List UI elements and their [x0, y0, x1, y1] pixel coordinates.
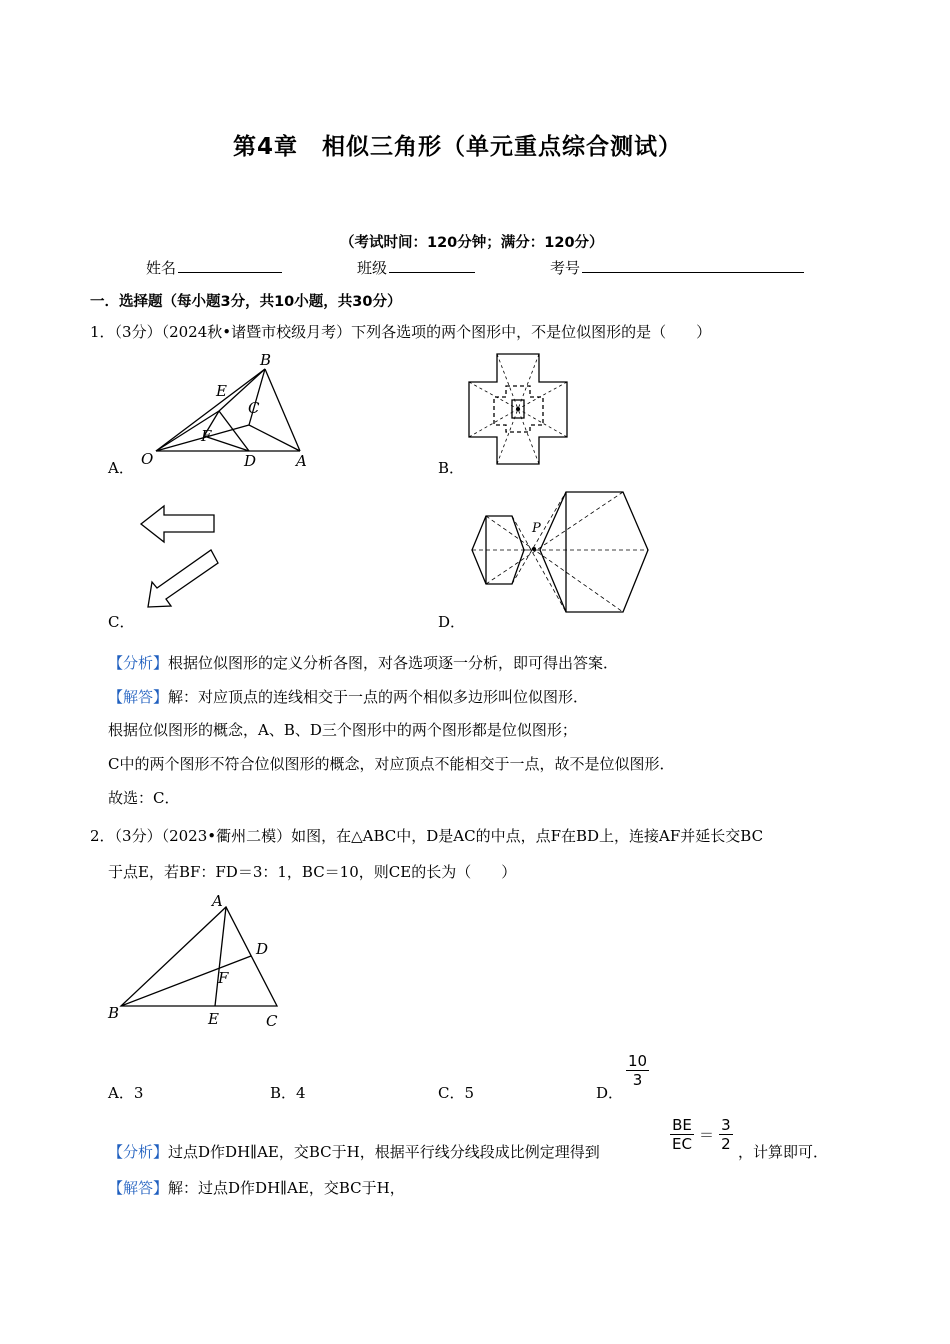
- answer-tag: 【解答】: [108, 1179, 169, 1197]
- q2-stem-line2: 于点E，若BF：FD＝3：1，BC＝10，则CE的长为（ ）: [108, 863, 517, 881]
- q1-stem: 1．（3分）（2024秋•诸暨市校级月考）下列各选项的两个图形中，不是位似图形的是（ ）: [90, 323, 712, 341]
- ratio-denominator: EC: [672, 1135, 692, 1153]
- q1-option-d[interactable]: D．: [438, 613, 466, 631]
- q1-analysis: [108, 652, 618, 673]
- name-field[interactable]: [146, 257, 282, 278]
- label-a: A: [296, 452, 307, 470]
- label-c: C: [248, 399, 260, 417]
- q1-solution-line2: C中的两个图形不符合位似图形的概念，对应顶点不能相交于一点，故不是位似图形．: [108, 755, 675, 773]
- label-f: F: [201, 427, 212, 445]
- label-f: F: [218, 969, 229, 987]
- q1-option-c[interactable]: C．: [108, 613, 135, 631]
- q1-figure-c: [138, 500, 226, 616]
- q1-choice: 故选：C．: [108, 789, 180, 807]
- label-p: P: [532, 521, 541, 536]
- q2-option-b[interactable]: B．4: [270, 1084, 306, 1102]
- analysis-tag: 【分析】: [108, 654, 169, 672]
- exam-no-field[interactable]: [550, 257, 804, 278]
- name-label: 姓名: [146, 259, 177, 277]
- class-field[interactable]: [357, 257, 475, 278]
- analysis-text: 过点D作DH∥AE，交BC于H，根据平行线分线段成比例定理得到: [168, 1143, 600, 1161]
- q2-option-d-fraction: [626, 1052, 649, 1089]
- q1-option-b[interactable]: B．: [438, 459, 465, 477]
- page-title: 第4章 相似三角形（单元重点综合测试）: [233, 134, 683, 160]
- label-o: O: [141, 450, 154, 468]
- label-d: D: [244, 452, 257, 470]
- label-d: D: [256, 940, 269, 958]
- q2-stem-line1: 2．（3分）（2023•衢州二模）如图，在△ABC中，D是AC的中点，点F在BD上，连接AF并延长交BC: [90, 827, 764, 845]
- frac-numerator: 10: [628, 1052, 648, 1070]
- exam-no-label: 考号: [550, 259, 581, 277]
- q2-option-d[interactable]: D．: [596, 1084, 624, 1102]
- label-e: E: [216, 382, 227, 400]
- q1-figure-b: [466, 352, 572, 468]
- q2-ratio-formula: [670, 1116, 733, 1153]
- q1-option-a[interactable]: A．: [108, 459, 134, 477]
- answer-text: 解：对应顶点的连线相交于一点的两个相似多边形叫位似图形．: [168, 688, 589, 706]
- ratio-numerator: BE: [670, 1116, 694, 1135]
- section-heading: 一．选择题（每小题3分，共10小题，共30分）: [90, 294, 402, 310]
- label-e: E: [208, 1010, 219, 1028]
- label-a: A: [212, 892, 223, 910]
- q1-figure-d: [468, 486, 652, 618]
- q1-solution-line1: 根据位似图形的概念，A、B、D三个图形中的两个图形都是位似图形；: [108, 721, 577, 739]
- q2-option-a[interactable]: A．3: [108, 1084, 144, 1102]
- exam-info: （考试时间：120分钟；满分：120分）: [340, 235, 604, 251]
- analysis-tag: 【分析】: [108, 1143, 169, 1161]
- value-numerator: 3: [721, 1116, 731, 1134]
- analysis-text: 根据位似图形的定义分析各图，对各选项逐一分析，即可得出答案．: [168, 654, 619, 672]
- q2-figure-triangle: [104, 888, 294, 1033]
- label-b: B: [260, 351, 272, 369]
- label-b: B: [108, 1004, 120, 1022]
- label-c: C: [266, 1012, 278, 1030]
- q1-answer: [108, 686, 588, 707]
- q2-option-c[interactable]: C．5: [438, 1084, 475, 1102]
- q2-answer: [108, 1177, 405, 1198]
- q2-analysis-post: ，计算即可．: [738, 1143, 829, 1161]
- frac-denominator: 3: [632, 1071, 643, 1089]
- q1-figure-a: [138, 350, 318, 472]
- answer-text: 解：过点D作DH∥AE，交BC于H，: [168, 1179, 405, 1197]
- q2-analysis: [108, 1141, 600, 1162]
- answer-tag: 【解答】: [108, 688, 169, 706]
- value-denominator: 2: [721, 1135, 731, 1153]
- class-label: 班级: [357, 259, 388, 277]
- equals-sign: ＝: [699, 1126, 715, 1144]
